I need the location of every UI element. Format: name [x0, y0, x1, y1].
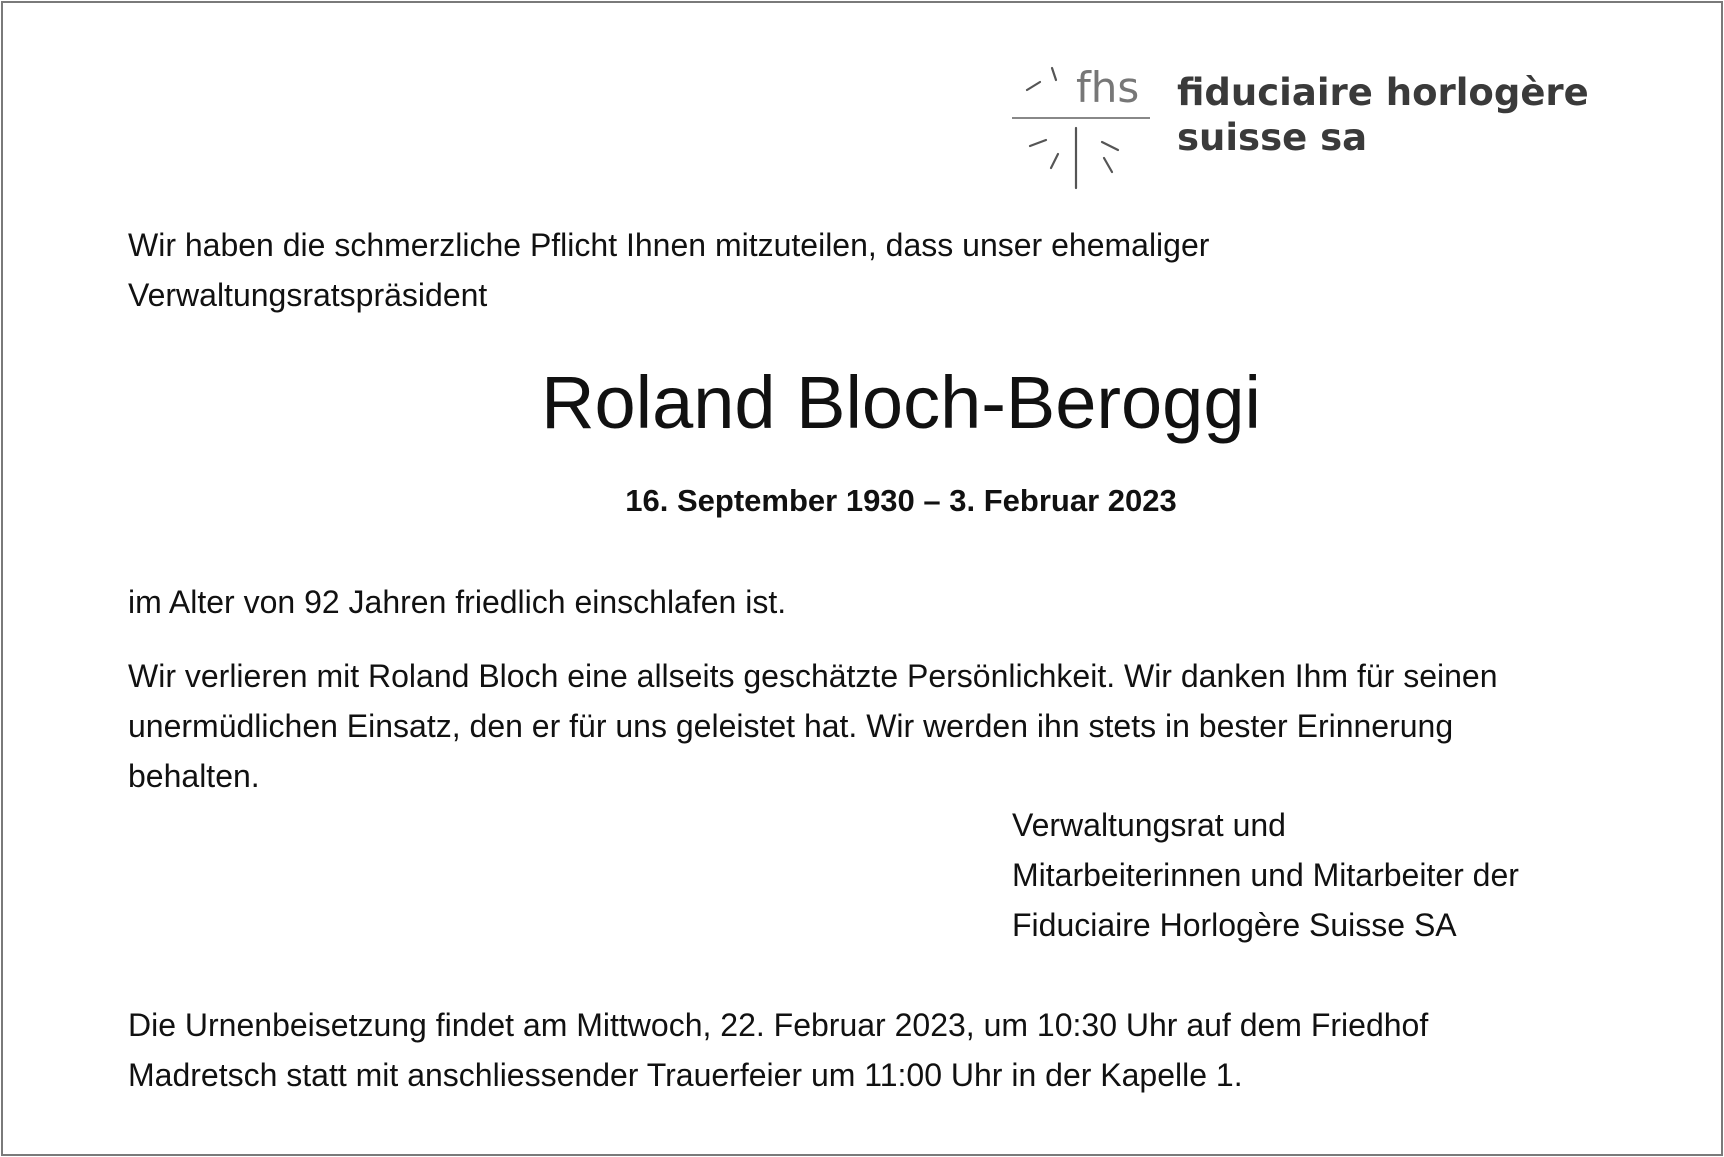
- tribute-line-2: unermüdlichen Einsatz, den er für uns geleistet hat. Wir werden ihn stets in bester Erinnerung: [128, 708, 1454, 744]
- intro-line-2: Verwaltungsratspräsident: [128, 277, 488, 313]
- tribute-line-1: Wir verlieren mit Roland Bloch eine allseits geschätzte Persönlichkeit. Wir danken Ihm für seinen: [128, 658, 1498, 694]
- signature-line-2: Mitarbeiterinnen und Mitarbeiter der: [1012, 857, 1519, 893]
- tribute-line-3: behalten.: [128, 758, 260, 794]
- signature-block: [1012, 800, 1519, 950]
- company-wordmark-line-1: fiduciaire horlogère: [1177, 71, 1589, 114]
- signature-line-3: Fiduciaire Horlogère Suisse SA: [1012, 907, 1457, 943]
- company-wordmark: [1177, 70, 1589, 160]
- funeral-line-1: Die Urnenbeisetzung findet am Mittwoch, 22. Februar 2023, um 10:30 Uhr auf dem Friedhof: [128, 1007, 1429, 1043]
- funeral-details: [128, 1000, 1648, 1100]
- intro-line-1: Wir haben die schmerzliche Pflicht Ihnen mitzuteilen, dass unser ehemaliger: [128, 227, 1210, 263]
- funeral-line-2: Madretsch statt mit anschliessender Trauerfeier um 11:00 Uhr in der Kapelle 1.: [128, 1057, 1243, 1093]
- age-statement: im Alter von 92 Jahren friedlich einschlafen ist.: [128, 584, 787, 620]
- signature-line-1: Verwaltungsrat und: [1012, 807, 1286, 843]
- company-wordmark-line-2: suisse sa: [1177, 116, 1368, 159]
- fhs-logo-mark: [1008, 62, 1170, 192]
- fhs-logo-text: fhs: [1076, 63, 1140, 112]
- intro-paragraph: [128, 220, 1608, 320]
- tribute-paragraph: [128, 651, 1648, 801]
- life-dates: 16. September 1930 – 3. Februar 2023: [625, 483, 1177, 518]
- deceased-name: Roland Bloch-Beroggi: [541, 361, 1261, 444]
